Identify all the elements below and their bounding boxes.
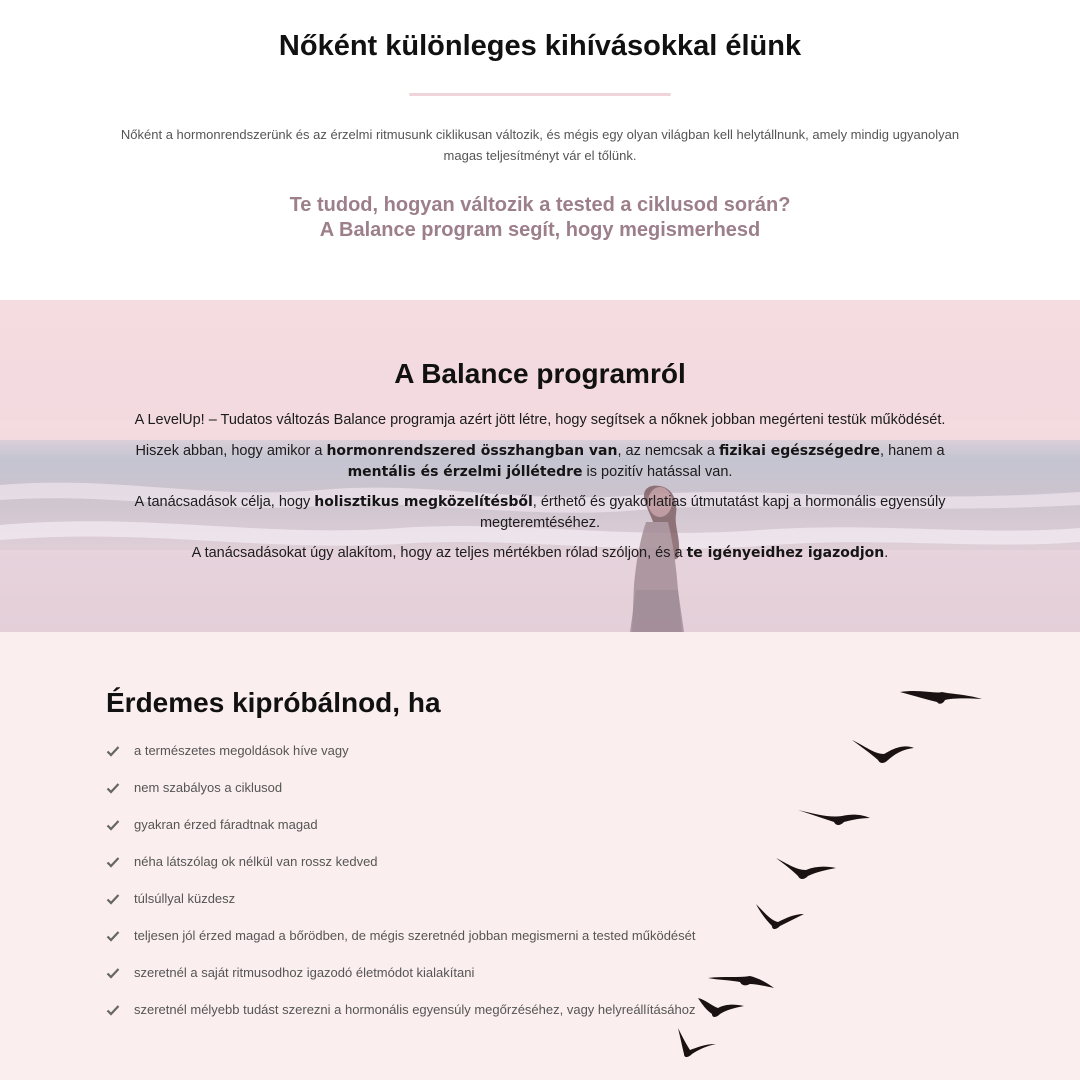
intro-title: Nőként különleges kihívásokkal élünk [278,30,802,62]
list-item [106,853,696,890]
list-item [106,890,696,927]
list-item [106,927,696,964]
benefits-title: Érdemes kipróbálnod, ha [106,687,441,718]
emphasis-text: mentális és érzelmi jóllétedre [347,464,583,480]
program-paragraph-4 [60,543,1020,564]
text-segment: Hiszek abban, hogy amikor a [135,443,327,459]
program-paragraph-1: A LevelUp! – Tudatos változás Balance programja azért jött létre, hogy segítsek a nőknek jobban megérteni testük működését. [134,412,946,428]
emphasis-text: holisztikus megközelítésből [314,494,533,510]
checkmark-icon [106,1003,120,1017]
flying-birds-illustration [660,632,1000,1080]
list-item [106,816,696,853]
list-item-text: túlsúllyal küzdesz [134,891,236,906]
text-segment: . [884,545,889,561]
checkmark-icon [106,818,120,832]
list-item-text: gyakran érzed fáradtnak magad [134,817,318,832]
intro-subheading: A Balance program segít, hogy megismerhesd [319,219,761,241]
emphasis-text: fizikai egészségedre [719,443,881,459]
list-item [106,742,696,779]
text-segment: , az nemcsak a [617,443,720,459]
list-item [106,1001,696,1038]
checkmark-icon [106,744,120,758]
intro-section [0,0,1080,300]
program-section [0,300,1080,632]
checkmark-icon [106,892,120,906]
list-item [106,779,696,816]
text-segment: , érthető és gyakorlatias útmutatást kapj a hormonális egyensúly megteremtéséhez. [479,494,946,531]
list-item-text: szeretnél mélyebb tudást szerezni a hormonális egyensúly megőrzéséhez, vagy helyreállításához [134,1002,696,1017]
list-item-text: a természetes megoldások híve vagy [134,743,349,758]
program-paragraph-3 [100,492,980,534]
checkmark-icon [106,966,120,980]
checkmark-icon [106,781,120,795]
program-title: A Balance programról [394,358,686,389]
program-paragraph-2 [110,441,970,483]
list-item-text: szeretnél a saját ritmusodhoz igazodó életmódot kialakítani [134,965,475,980]
benefits-section [0,632,1080,1080]
intro-question: Te tudod, hogyan változik a tested a ciklusod során? [289,194,791,216]
text-segment: A tanácsadásokat úgy alakítom, hogy az teljes mértékben rólad szóljon, és a [191,545,687,561]
list-item [106,964,696,1001]
text-segment: is pozitív hatással van. [582,464,733,480]
intro-text: Nőként a hormonrendszerünk és az érzelmi ritmusunk ciklikusan változik, és mégis egy olyan világban kell helytállnunk, amely mindig ugyanolyan magas teljesítményt vár el tőlünk. [120,127,960,163]
checkmark-icon [106,855,120,869]
list-item-text: nem szabályos a ciklusod [134,780,283,795]
emphasis-text: hormonrendszered összhangban van [326,443,618,459]
benefits-list [106,742,696,1038]
list-item-text: teljesen jól érzed magad a bőrödben, de mégis szeretnéd jobban megismerni a tested működését [134,928,696,943]
list-item-text: néha látszólag ok nélkül van rossz kedved [134,854,378,869]
emphasis-text: te igényeidhez igazodjon [686,545,885,561]
text-segment: A tanácsadások célja, hogy [134,494,315,510]
title-divider [409,93,671,96]
text-segment: , hanem a [880,443,945,459]
checkmark-icon [106,929,120,943]
